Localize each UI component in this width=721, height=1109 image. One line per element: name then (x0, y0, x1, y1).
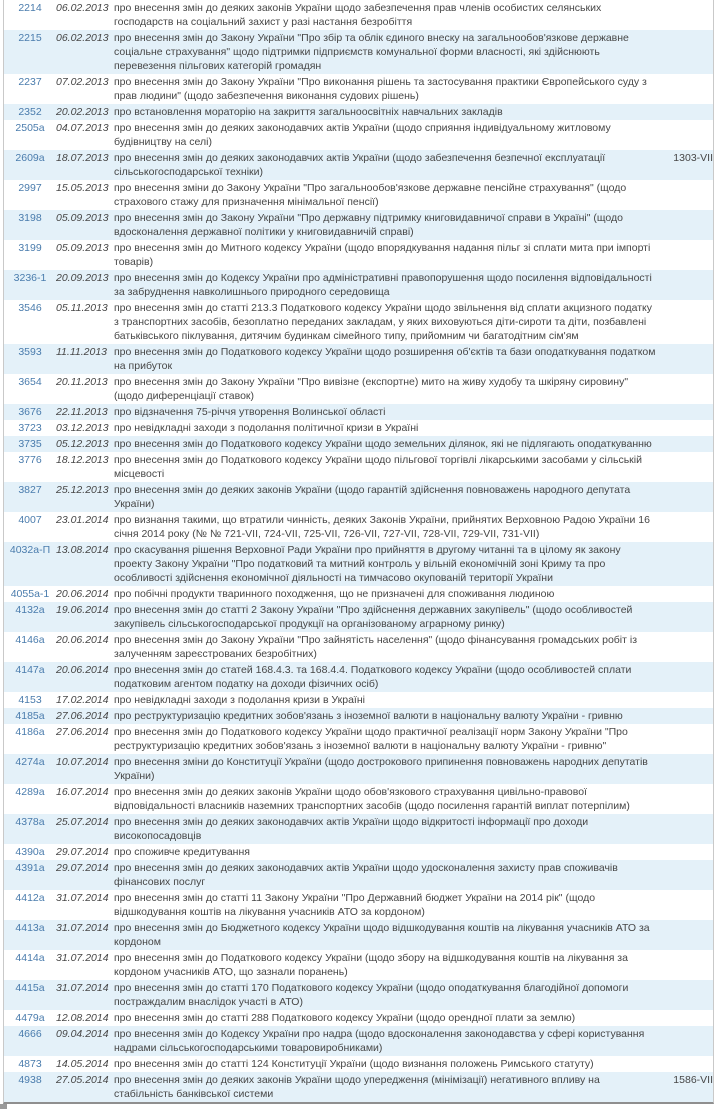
law-number (659, 404, 713, 420)
bill-number-cell (4, 586, 56, 602)
scroll-corner (0, 1104, 7, 1109)
bill-date: 07.02.2013 (56, 76, 109, 88)
bill-number-link[interactable]: 3546 (18, 302, 42, 314)
bill-number-link[interactable]: 4479а (15, 1012, 45, 1024)
table-row (4, 482, 713, 512)
bill-description: про побічні продукти тваринного походження, що не призначені для споживання людиною (114, 588, 555, 600)
bill-description: про внесення змін до Кодексу України про надра (щодо вдосконалення законодавства у сфері користування надрами сільськогосподарськими товаровиробниками) (114, 1028, 645, 1054)
bill-description: про невідкладні заходи з подолання кризи в Україні (114, 694, 365, 706)
bill-number-link[interactable]: 3827 (18, 484, 42, 496)
table-row (4, 120, 713, 150)
law-number (659, 724, 713, 754)
law-number (659, 344, 713, 374)
bill-description: про внесення змін до Податкового кодексу України (щодо збору на відшкодування коштів на лікування за кордоном учасників АТО, що зазнали поранень) (114, 952, 628, 978)
law-number (659, 104, 713, 120)
bill-description: про внесення зміни до Конституції України (щодо дострокового припинення повноважень народних депутатів України) (114, 756, 648, 782)
bill-date: 18.07.2013 (56, 152, 109, 164)
bill-description: про внесення змін до Закону України "Про виконання рішень та застосування практики Європейського суду з прав людини" (щодо забезпечення виконання судових рішень) (114, 76, 647, 102)
table-row (4, 602, 713, 632)
bill-number-cell (4, 404, 56, 420)
table-row (4, 374, 713, 404)
table-row (4, 240, 713, 270)
bill-description: про внесення змін до деяких законів України щодо обов'язкового страхування цивільно-правової відповідальності власників наземних транспортних засобів (щодо посилення гарантій виплат потерпілим) (114, 786, 630, 812)
bill-description: про внесення змін до деяких законів України щодо забезпечення прав членів особистих селянських господарств на соціальний захист у разі настання безробіття (114, 2, 602, 28)
bill-description: про внесення змін до Кодексу України про адміністративні правопорушення щодо посилення відповідальності за забруднення навколишнього природного середовища (114, 272, 652, 298)
bill-description: про внесення змін до статті 288 Податкового кодексу України (щодо орендної плати за землю) (114, 1012, 576, 1024)
law-number (659, 708, 713, 724)
table-row (4, 210, 713, 240)
bill-number-link[interactable]: 3236-1 (13, 272, 47, 284)
bill-number-cell (4, 270, 56, 300)
bill-description: про внесення змін до деяких законів України щодо упередження (мінімізації) негативного впливу на стабільність банківської системи (114, 1074, 600, 1100)
bill-date: 13.08.2014 (56, 544, 109, 556)
bill-date: 20.06.2014 (56, 588, 109, 600)
bill-number-cell (4, 784, 56, 814)
table-row (4, 420, 713, 436)
bill-number-link[interactable]: 3723 (18, 422, 42, 434)
law-number (659, 1056, 713, 1072)
law-number (659, 436, 713, 452)
bill-number-cell (4, 602, 56, 632)
bill-description: про внесення змін до Бюджетного кодексу України щодо відшкодування коштів на лікування учасників АТО за кордоном (114, 922, 650, 948)
bill-number-cell (4, 482, 56, 512)
bill-date: 25.12.2013 (56, 484, 109, 496)
bill-date: 06.02.2013 (56, 32, 109, 44)
law-number (659, 784, 713, 814)
law-number (659, 0, 713, 30)
bill-description: про внесення змін до статті 213.3 Податкового кодексу України щодо звільнення від сплати акцизного податку з транспортних засобів, безоплатно переданих закладам, у яких виховуються діти-сироти та діти, позбавлені батьківського піклування, дитячим будинкам сімейного типу, прийомним чи багатодітним сім'ям (114, 302, 652, 342)
bill-number-cell (4, 1072, 56, 1102)
bill-date: 27.05.2014 (56, 1074, 109, 1086)
table-row (4, 632, 713, 662)
table-row (4, 74, 713, 104)
law-number (659, 586, 713, 602)
bill-description: про внесення змін до статті 2 Закону України "Про здійснення державних закупівель" (щодо особливостей закупівель сільськогосподарської продукції на організованому аграрному ринку) (114, 604, 633, 630)
law-number (659, 950, 713, 980)
bill-number-cell (4, 344, 56, 374)
law-number (659, 270, 713, 300)
law-number (659, 1010, 713, 1026)
bill-number-cell (4, 844, 56, 860)
bill-number-link[interactable]: 4415а (15, 982, 45, 994)
bill-number-cell (4, 1056, 56, 1072)
bill-date: 06.02.2013 (56, 2, 109, 14)
bills-table (4, 0, 713, 1102)
bill-number-cell (4, 692, 56, 708)
bill-number-cell (4, 436, 56, 452)
bill-description: про внесення змін до статті 11 Закону України "Про Державний бюджет України на 2014 рік" (щодо відшкодування коштів на лікування учасників АТО за кордоном) (114, 892, 596, 918)
law-number (659, 692, 713, 708)
bill-number-link[interactable]: 3199 (18, 242, 42, 254)
bill-number-link[interactable]: 3654 (18, 376, 42, 388)
law-number (659, 844, 713, 860)
table-row (4, 542, 713, 586)
table-row (4, 920, 713, 950)
bill-number-link[interactable]: 2505а (15, 122, 45, 134)
bill-number-link[interactable]: 4153 (18, 694, 42, 706)
bill-description: про внесення змін до Закону України "Про державну підтримку книговидавничої справи в Україні" (щодо вдосконалення державної політики у книговидавничій справі) (114, 212, 623, 238)
law-number (659, 860, 713, 890)
bill-number-cell (4, 420, 56, 436)
table-row (4, 814, 713, 844)
table-row (4, 0, 713, 30)
bill-date: 03.12.2013 (56, 422, 109, 434)
bill-number-link[interactable]: 3735 (18, 438, 42, 450)
bill-description: про внесення змін до деяких законодавчих актів України (щодо забезпечення безпечної експлуатації сільськогосподарської техніки) (114, 152, 606, 178)
bill-description: про внесення змін до Закону України "Про вивізне (експортне) мито на живу худобу та шкіряну сировину" (щодо диференціації ставок) (114, 376, 629, 402)
bill-number-cell (4, 814, 56, 844)
bill-number-link[interactable]: 4289а (15, 786, 45, 798)
bill-number-cell (4, 980, 56, 1010)
bill-number-cell (4, 74, 56, 104)
bill-description: про визнання такими, що втратили чинність, деяких Законів України, прийнятих Верховною Радою України 16 січня 2014 року (№ № 721-VII, 724-VII, 725-VII, 726-VII, 727-VII, 728-VII, 729-VII, 731-VII) (114, 514, 650, 540)
law-number (659, 452, 713, 482)
table-row (4, 104, 713, 120)
bill-number-link[interactable]: 4032а-П (9, 544, 51, 556)
table-row (4, 1072, 713, 1102)
table-row (4, 436, 713, 452)
bill-date: 27.06.2014 (56, 726, 109, 738)
bill-number-cell (4, 708, 56, 724)
law-number (659, 482, 713, 512)
bill-number-cell (4, 104, 56, 120)
bill-number-link[interactable]: 4007 (18, 514, 42, 526)
bill-date: 31.07.2014 (56, 922, 109, 934)
law-number (659, 1026, 713, 1056)
bill-number-link[interactable]: 4186а (15, 726, 45, 738)
bill-number-cell (4, 210, 56, 240)
bill-date: 31.07.2014 (56, 892, 109, 904)
law-number (659, 300, 713, 344)
bill-number-link[interactable]: 4055а-1 (10, 588, 50, 600)
bill-date: 25.07.2014 (56, 816, 109, 828)
bill-date: 05.09.2013 (56, 242, 109, 254)
law-number (659, 374, 713, 404)
bill-date: 31.07.2014 (56, 982, 109, 994)
table-row (4, 980, 713, 1010)
bill-number-cell (4, 300, 56, 344)
bill-number-cell (4, 30, 56, 74)
bill-description: про внесення змін до Закону України "Про збір та облік єдиного внеску на загальнообов'язкове державне соціальне страхування" щодо підтримки підприємств комунальної форми власності, які здійснюють перевезення пільгових категорій громадян (114, 32, 629, 72)
law-number (659, 240, 713, 270)
bill-description: про внесення змін до Податкового кодексу України щодо земельних ділянок, які не підлягають оподаткуванню (114, 438, 652, 450)
table-row (4, 692, 713, 708)
bill-number-link[interactable]: 4132а (15, 604, 45, 616)
bill-date: 15.05.2013 (56, 182, 109, 194)
bill-number-cell (4, 950, 56, 980)
table-row (4, 724, 713, 754)
table-row (4, 300, 713, 344)
bill-number-cell (4, 662, 56, 692)
bill-date: 05.12.2013 (56, 438, 109, 450)
table-row (4, 150, 713, 180)
bill-number-link[interactable]: 3593 (18, 346, 42, 358)
law-number (659, 542, 713, 586)
table-row (4, 950, 713, 980)
bill-date: 20.06.2014 (56, 634, 109, 646)
bill-date: 22.11.2013 (56, 406, 108, 418)
bill-date: 11.11.2013 (56, 346, 107, 358)
bill-number-link[interactable]: 3198 (18, 212, 42, 224)
bill-date: 05.09.2013 (56, 212, 109, 224)
table-row (4, 586, 713, 602)
bill-number-cell (4, 240, 56, 270)
bill-number-link[interactable]: 3776 (18, 454, 42, 466)
bill-number-cell (4, 150, 56, 180)
bill-number-link[interactable]: 2997 (18, 182, 42, 194)
bill-description: про внесення змін до деяких законів України (щодо гарантій здійснення повноважень народного депутата України) (114, 484, 631, 510)
table-row (4, 512, 713, 542)
bill-number-link[interactable]: 4378а (15, 816, 45, 828)
table-row (4, 1026, 713, 1056)
bill-number-link[interactable]: 3676 (18, 406, 42, 418)
law-number (659, 74, 713, 104)
table-row (4, 452, 713, 482)
bill-number-link[interactable]: 4390а (15, 846, 45, 858)
bill-number-link[interactable]: 2609а (15, 152, 45, 164)
bill-number-link[interactable]: 4146а (15, 634, 45, 646)
bill-description: про скасування рішення Верховної Ради України про прийняття в другому читанні та в цілому як закону проекту Закону України "Про податковий та митний контроль у вільній економічній зоні Криму та про особливості здійснення економічної діяльності на тимчасово окупованій території України (114, 544, 621, 584)
table-row (4, 404, 713, 420)
law-number (659, 602, 713, 632)
bill-description: про внесення змін до статей 168.4.3. та 168.4.4. Податкового кодексу України (щодо особливостей сплати податковим агентом податку на доходи фізичних осіб) (114, 664, 632, 690)
bill-number-link[interactable]: 4274а (15, 756, 45, 768)
bill-description: про внесення змін до статті 170 Податкового кодексу України (щодо оподаткування благодійної допомоги постраждалим внаслідок участі в АТО) (114, 982, 629, 1008)
law-number (659, 120, 713, 150)
bill-description: про відзначення 75-річчя утворення Волинської області (114, 406, 386, 418)
bill-date: 29.07.2014 (56, 846, 109, 858)
bill-number-cell (4, 0, 56, 30)
bill-description: про внесення змін до деяких законодавчих актів України щодо відкритості інформації про доходи високопосадовців (114, 816, 589, 842)
bill-date: 14.05.2014 (56, 1058, 109, 1070)
bill-description: про внесення змін до Податкового кодексу України щодо практичної реалізації норм Закону України "Про реструктуризацію кредитних зобов'язань з іноземної валюти в національну валюту України - гривню" (114, 726, 628, 752)
table-row (4, 754, 713, 784)
table-row (4, 662, 713, 692)
bills-table-container (3, 0, 714, 1104)
law-number (659, 890, 713, 920)
bill-description: про невідкладні заходи з подолання політичної кризи в Україні (114, 422, 419, 434)
bill-date: 20.11.2013 (56, 376, 108, 388)
table-row (4, 270, 713, 300)
law-number (659, 814, 713, 844)
bill-number-cell (4, 1026, 56, 1056)
table-row (4, 860, 713, 890)
law-number (659, 920, 713, 950)
law-number (659, 662, 713, 692)
bill-number-link[interactable]: 2214 (18, 2, 42, 14)
bill-description: про споживче кредитування (114, 846, 250, 858)
bill-number-cell (4, 920, 56, 950)
bill-number-cell (4, 452, 56, 482)
bill-description: про внесення змін до деяких законодавчих актів України (щодо сприяння індивідуальному житловому будівництву на селі) (114, 122, 611, 148)
table-row (4, 784, 713, 814)
bill-number-link[interactable]: 4414а (15, 952, 45, 964)
law-number (659, 754, 713, 784)
bill-description: про внесення змін до Податкового кодексу України щодо пільгової торгівлі лікарськими засобами у сільській місцевості (114, 454, 642, 480)
bill-date: 18.12.2013 (56, 454, 109, 466)
bill-description: про внесення змін до деяких законодавчих актів України щодо удосконалення захисту прав споживачів фінансових послуг (114, 862, 618, 888)
table-row (4, 344, 713, 374)
table-row (4, 844, 713, 860)
bill-number-link[interactable]: 4413а (15, 922, 45, 934)
bill-description: про внесення змін до статті 124 Конституції України (щодо визнання положень Римського статуту) (114, 1058, 594, 1070)
bill-date: 12.08.2014 (56, 1012, 109, 1024)
bill-number-cell (4, 860, 56, 890)
bill-number-cell (4, 542, 56, 586)
bill-number-link[interactable]: 2237 (18, 76, 42, 88)
bill-description: про внесення змін до Податкового кодексу України щодо розширення об'єктів та бази оподаткування податком на прибуток (114, 346, 656, 372)
law-number (659, 420, 713, 436)
law-number (659, 30, 713, 74)
bill-number-link[interactable]: 4666 (18, 1028, 42, 1040)
bill-date: 19.06.2014 (56, 604, 109, 616)
bill-date: 20.06.2014 (56, 664, 109, 676)
table-row (4, 180, 713, 210)
bill-number-link[interactable]: 4412а (15, 892, 45, 904)
bill-number-cell (4, 632, 56, 662)
bill-number-cell (4, 1010, 56, 1026)
law-number (659, 210, 713, 240)
bill-number-link[interactable]: 4873 (18, 1058, 42, 1070)
bill-number-cell (4, 724, 56, 754)
bill-date: 04.07.2013 (56, 122, 109, 134)
bill-number-link[interactable]: 4391а (15, 862, 45, 874)
law-number (659, 632, 713, 662)
bill-description: про реструктуризацію кредитних зобов'язань з іноземної валюти в національну валюту України - гривню (114, 710, 623, 722)
bill-number-cell (4, 120, 56, 150)
bill-date: 29.07.2014 (56, 862, 109, 874)
table-row (4, 890, 713, 920)
bill-date: 20.09.2013 (56, 272, 109, 284)
bill-number-cell (4, 890, 56, 920)
bill-date: 23.01.2014 (56, 514, 109, 526)
bill-number-cell (4, 180, 56, 210)
bill-date: 09.04.2014 (56, 1028, 109, 1040)
bill-number-link[interactable]: 2215 (18, 32, 42, 44)
bill-number-link[interactable]: 4147а (15, 664, 45, 676)
bill-description: про внесення зміни до Закону України "Про загальнообов'язкове державне пенсійне страхування" (щодо страхового стажу для призначення мінімальної пенсії) (114, 182, 627, 208)
bill-description: про внесення змін до Закону України "Про зайнятість населення" (щодо фінансування громадських робіт із залученням зареєстрованих безробітних) (114, 634, 638, 660)
bill-number-link[interactable]: 4185а (15, 710, 45, 722)
bill-number-cell (4, 374, 56, 404)
bill-date: 10.07.2014 (56, 756, 109, 768)
table-row (4, 30, 713, 74)
bill-number-link[interactable]: 4938 (18, 1074, 42, 1086)
bill-number-cell (4, 754, 56, 784)
bill-number-cell (4, 512, 56, 542)
bill-date: 27.06.2014 (56, 710, 109, 722)
bill-date: 17.02.2014 (56, 694, 109, 706)
bill-description: про встановлення мораторію на закриття загальноосвітніх навчальних закладів (114, 106, 503, 118)
table-row (4, 1056, 713, 1072)
bill-number-link[interactable]: 2352 (18, 106, 42, 118)
law-number (659, 980, 713, 1010)
table-row (4, 708, 713, 724)
law-number: 1303-VII (673, 152, 713, 164)
law-number (659, 180, 713, 210)
bill-date: 05.11.2013 (56, 302, 108, 314)
law-number: 1586-VII (673, 1074, 713, 1086)
bill-description: про внесення змін до Митного кодексу України (щодо впорядкування надання пільг зі сплати мита при імпорті товарів) (114, 242, 651, 268)
law-number (659, 512, 713, 542)
bill-date: 16.07.2014 (56, 786, 109, 798)
bill-date: 31.07.2014 (56, 952, 109, 964)
table-row (4, 1010, 713, 1026)
bill-date: 20.02.2013 (56, 106, 109, 118)
bills-table-body (4, 0, 713, 1102)
